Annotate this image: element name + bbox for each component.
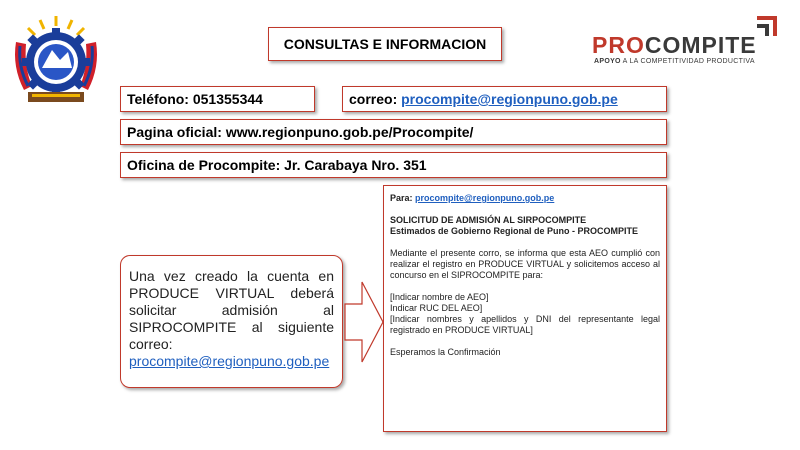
email-info	[342, 86, 667, 112]
brand-name	[592, 32, 757, 59]
email-label: correo:	[349, 91, 398, 107]
regional-emblem-logo	[10, 12, 102, 107]
letter-to-line	[390, 193, 660, 204]
tagline-bold: APOYO	[594, 58, 621, 65]
letter-item: Indicar RUC DEL AEO]	[390, 303, 483, 313]
brand-corner-mark-icon	[755, 16, 777, 50]
letter-body: Mediante el presente corro, se informa que esta AEO cumplió con realizar el registro en PRODUCE VIRTUAL y solicitemos acceso al concurso en el SIPROCOMPITE para:	[390, 248, 660, 280]
letter-closing: Esperamos la Confirmación	[390, 347, 501, 357]
instruction-email-link[interactable]: procompite@regionpuno.gob.pe	[129, 353, 330, 369]
page-title: CONSULTAS E INFORMACION	[268, 27, 502, 61]
email-template-box	[383, 185, 667, 432]
brand-pro: PRO	[592, 32, 645, 58]
phone-value: 051355344	[192, 91, 263, 107]
right-arrow-icon	[344, 280, 384, 364]
phone-label: Teléfono:	[127, 91, 189, 107]
office-label: Oficina de Procompite:	[127, 157, 281, 173]
website-label: Pagina oficial:	[127, 124, 222, 140]
instruction-box	[120, 255, 343, 388]
letter-item: [Indicar nombre de AEO]	[390, 292, 489, 302]
office-info	[120, 152, 667, 178]
office-value: Jr. Carabaya Nro. 351	[284, 157, 427, 173]
tagline-rest: A LA COMPETITIVIDAD PRODUCTIVA	[620, 58, 755, 65]
brand-tagline	[594, 58, 755, 65]
website-info	[120, 119, 667, 145]
website-value: www.regionpuno.gob.pe/Procompite/	[225, 124, 474, 140]
letter-salutation: Estimados de Gobierno Regional de Puno - PROCOMPITE	[390, 226, 639, 236]
phone-info	[120, 86, 315, 112]
letter-to-email-link[interactable]: procompite@regionpuno.gob.pe	[415, 193, 555, 203]
letter-subject: SOLICITUD DE ADMISIÓN AL SIRPOCOMPITE	[390, 215, 587, 225]
letter-to-label: Para:	[390, 193, 413, 203]
procompite-brand-logo	[592, 26, 777, 72]
brand-compite: COMPITE	[644, 32, 757, 58]
letter-item: [Indicar nombres y apellidos y DNI del representante legal registrado en PRODUCE VIRTUAL]	[390, 314, 660, 335]
instruction-text: Una vez creado la cuenta en PRODUCE VIRTUAL deberá solicitar admisión al SIPROCOMPITE al siguiente correo:	[129, 268, 334, 352]
email-link[interactable]: procompite@regionpuno.gob.pe	[401, 91, 618, 107]
